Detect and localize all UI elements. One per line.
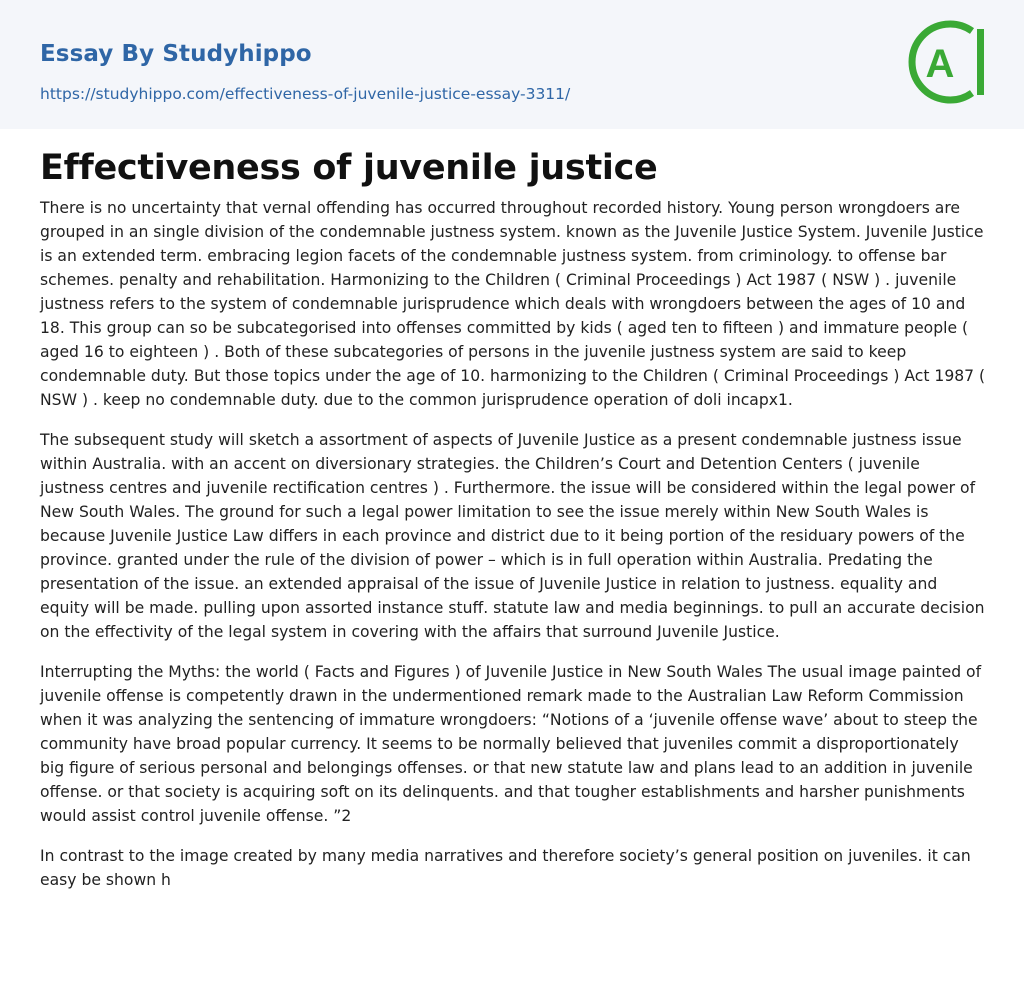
essay-paragraph: In contrast to the image created by many media narratives and therefore society’s general position on juveniles. it can easy be shown h — [40, 847, 971, 889]
site-header — [0, 0, 1024, 129]
essay-paragraph: Interrupting the Myths: the world ( Facts and Figures ) of Juvenile Justice in New South Wales The usual image painted of juvenile offense is competently drawn in the undermentioned remark made to the Australian Law Reform Commission when it was analyzing the sentencing of immature wrongdoers: “Notions of a ‘juvenile offense wave’ about to steep the community have broad popular currency. It seems to be normally believed that juveniles commit a disproportionately big figure of serious personal and belongings offenses. or that new statute law and plans lead to an addition in juvenile offense. or that society is acquiring soft on its delinquents. and that tougher establishments and harsher punishments would assist control juvenile offense. ”2 — [40, 663, 982, 825]
essay-title: Effectiveness of juvenile justice — [40, 148, 658, 188]
site-title[interactable]: Essay By Studyhippo — [40, 41, 312, 67]
essay-url-link[interactable]: https://studyhippo.com/effectiveness-of-juvenile-justice-essay-3311/ — [40, 85, 571, 103]
logo-letter: A — [925, 42, 955, 86]
essay-paragraph: The subsequent study will sketch a assortment of aspects of Juvenile Justice as a present condemnable justness issue within Australia. with an accent on diversionary strategies. the Children’s Court and Detention Centers ( juvenile justness centres and juvenile rectification centres ) . Furthermore. the issue will be considered within the legal power of New South Wales. The ground for such a legal power limitation to see the issue merely within New South Wales is because Juvenile Justice Law differs in each province and district due to it being portion of the residuary powers of the province. granted under the rule of the division of power – which is in full operation within Australia. Predating the presentation of the issue. an extended appraisal of the issue of Juvenile Justice in relation to justness. equality and equity will be made. pulling upon assorted instance stuff. statute law and media beginnings. to pull an accurate decision on the effectivity of the legal system in covering with the affairs that surround Juvenile Justice. — [40, 431, 985, 641]
studyhippo-logo-icon[interactable] — [900, 17, 990, 107]
essay-paragraph: There is no uncertainty that vernal offending has occurred throughout recorded history. Young person wrongdoers are grouped in an single division of the condemnable justness system. known as the Juvenile Justice System. Juvenile Justice is an extended term. embracing legion facets of the condemnable justness system. from criminology. to offense bar schemes. penalty and rehabilitation. Harmonizing to the Children ( Criminal Proceedings ) Act 1987 ( NSW ) . juvenile justness refers to the system of condemnable jurisprudence which deals with wrongdoers between the ages of 10 and 18. This group can so be subcategorised into offenses committed by kids ( aged ten to fifteen ) and immature people ( aged 16 to eighteen ) . Both of these subcategories of persons in the juvenile justness system are said to keep condemnable duty. But those topics under the age of 10. harmonizing to the Children ( Criminal Proceedings ) Act 1987 ( NSW ) . keep no condemnable duty. due to the common jurisprudence operation of doli incapx1. — [40, 199, 986, 409]
essay-content — [40, 144, 986, 908]
